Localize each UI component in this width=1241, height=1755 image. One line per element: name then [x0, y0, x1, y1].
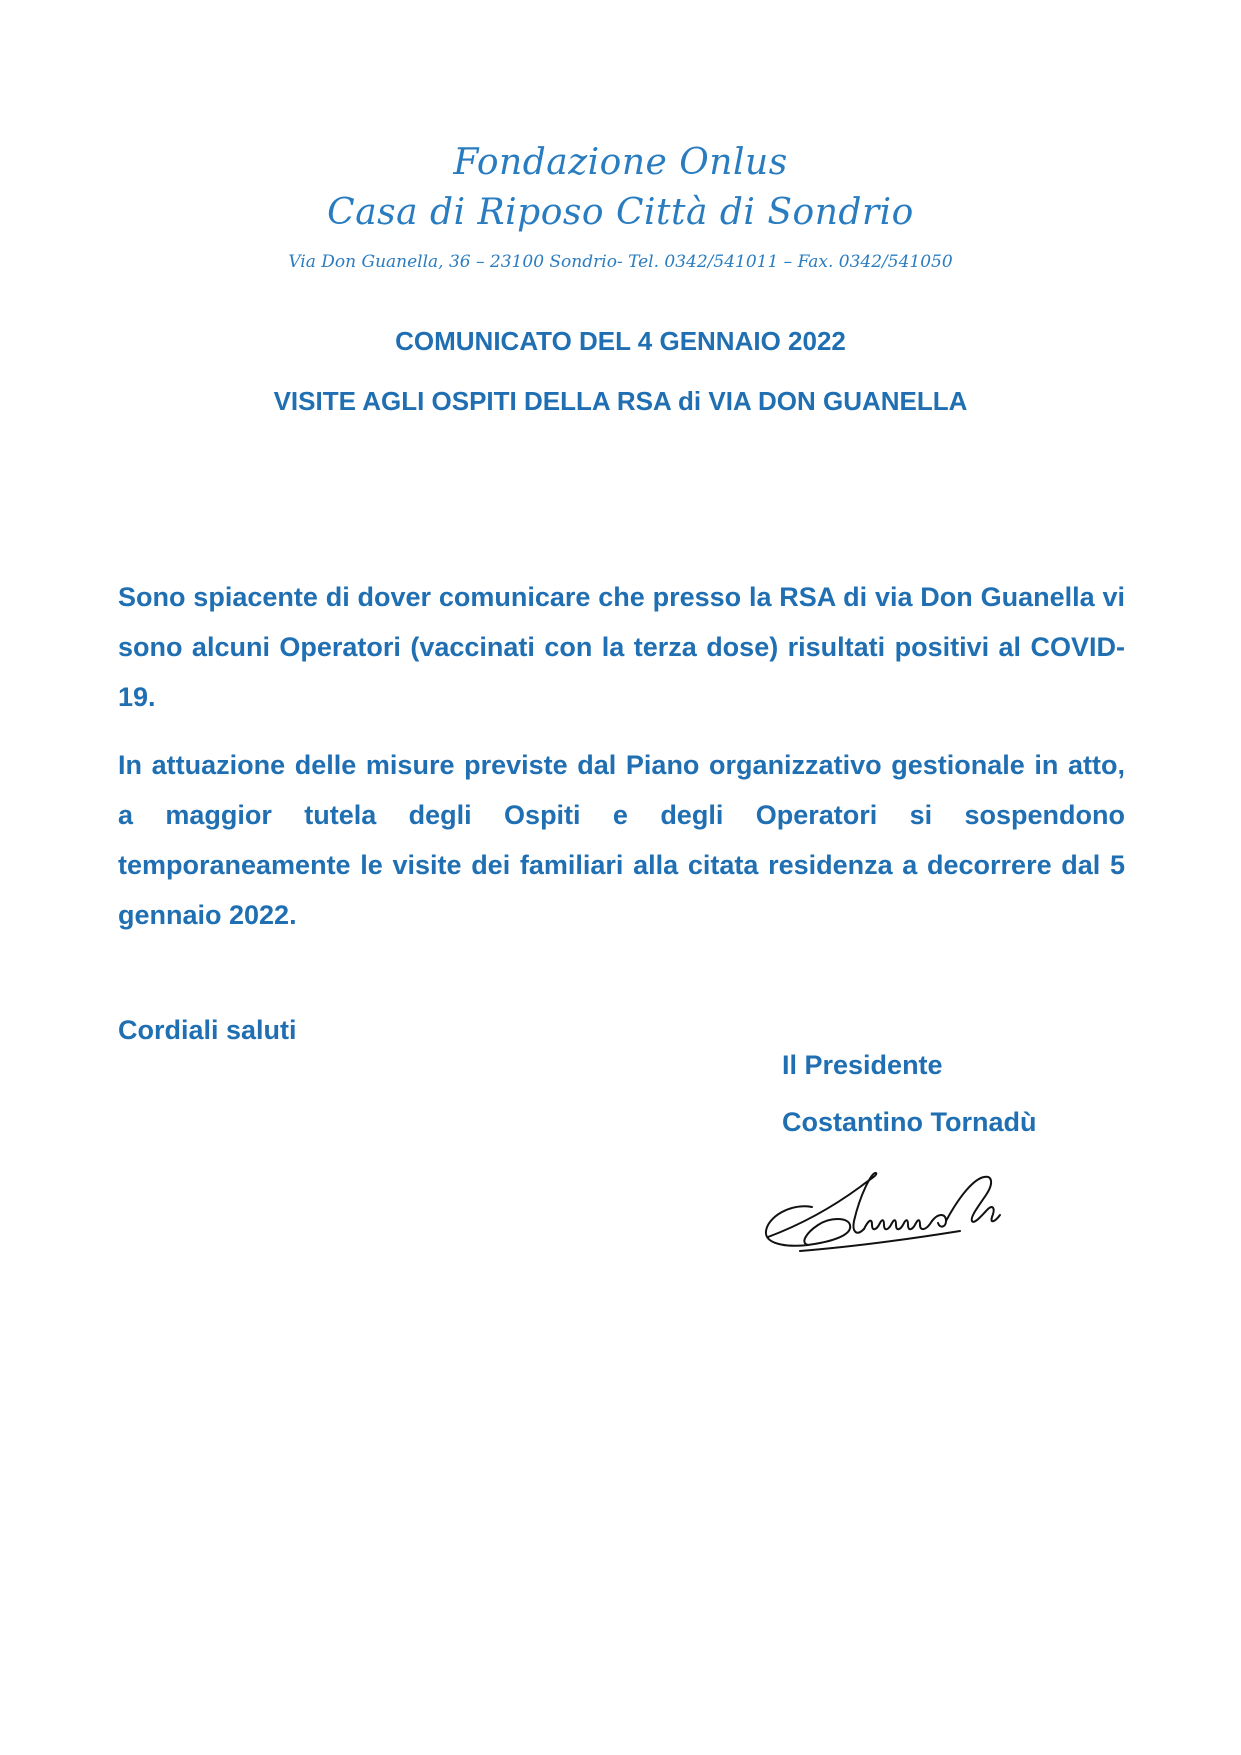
document-title: COMUNICATO DEL 4 GENNAIO 2022 [395, 326, 846, 356]
handwritten-signature [760, 1165, 1030, 1255]
closing-greeting: Cordiali saluti [118, 1015, 297, 1045]
body-paragraph-1: Sono spiacente di dover comunicare che presso la RSA di via Don Guanella vi sono alcuni Operatori (vaccinati con la terza dose) risultati positivi al COVID-19. [118, 582, 1125, 712]
signatory-title: Il Presidente [782, 1050, 943, 1080]
letterhead-address: Via Don Guanella, 36 – 23100 Sondrio- Tel. 0342/541011 – Fax. 0342/541050 [288, 252, 953, 272]
letterhead-organization: Fondazione Onlus [453, 142, 788, 183]
body-paragraph-2: In attuazione delle misure previste dal Piano organizzativo gestionale in atto, a maggior tutela degli Ospiti e degli Operatori si sospendono temporaneamente le visite dei familiari alla citata residenza a decorrere dal 5 gennaio 2022. [118, 750, 1125, 930]
document-subtitle: VISITE AGLI OSPITI DELLA RSA di VIA DON GUANELLA [273, 386, 968, 416]
signatory-name: Costantino Tornadù [782, 1107, 1037, 1137]
letterhead-institution: Casa di Riposo Città di Sondrio [327, 192, 914, 233]
